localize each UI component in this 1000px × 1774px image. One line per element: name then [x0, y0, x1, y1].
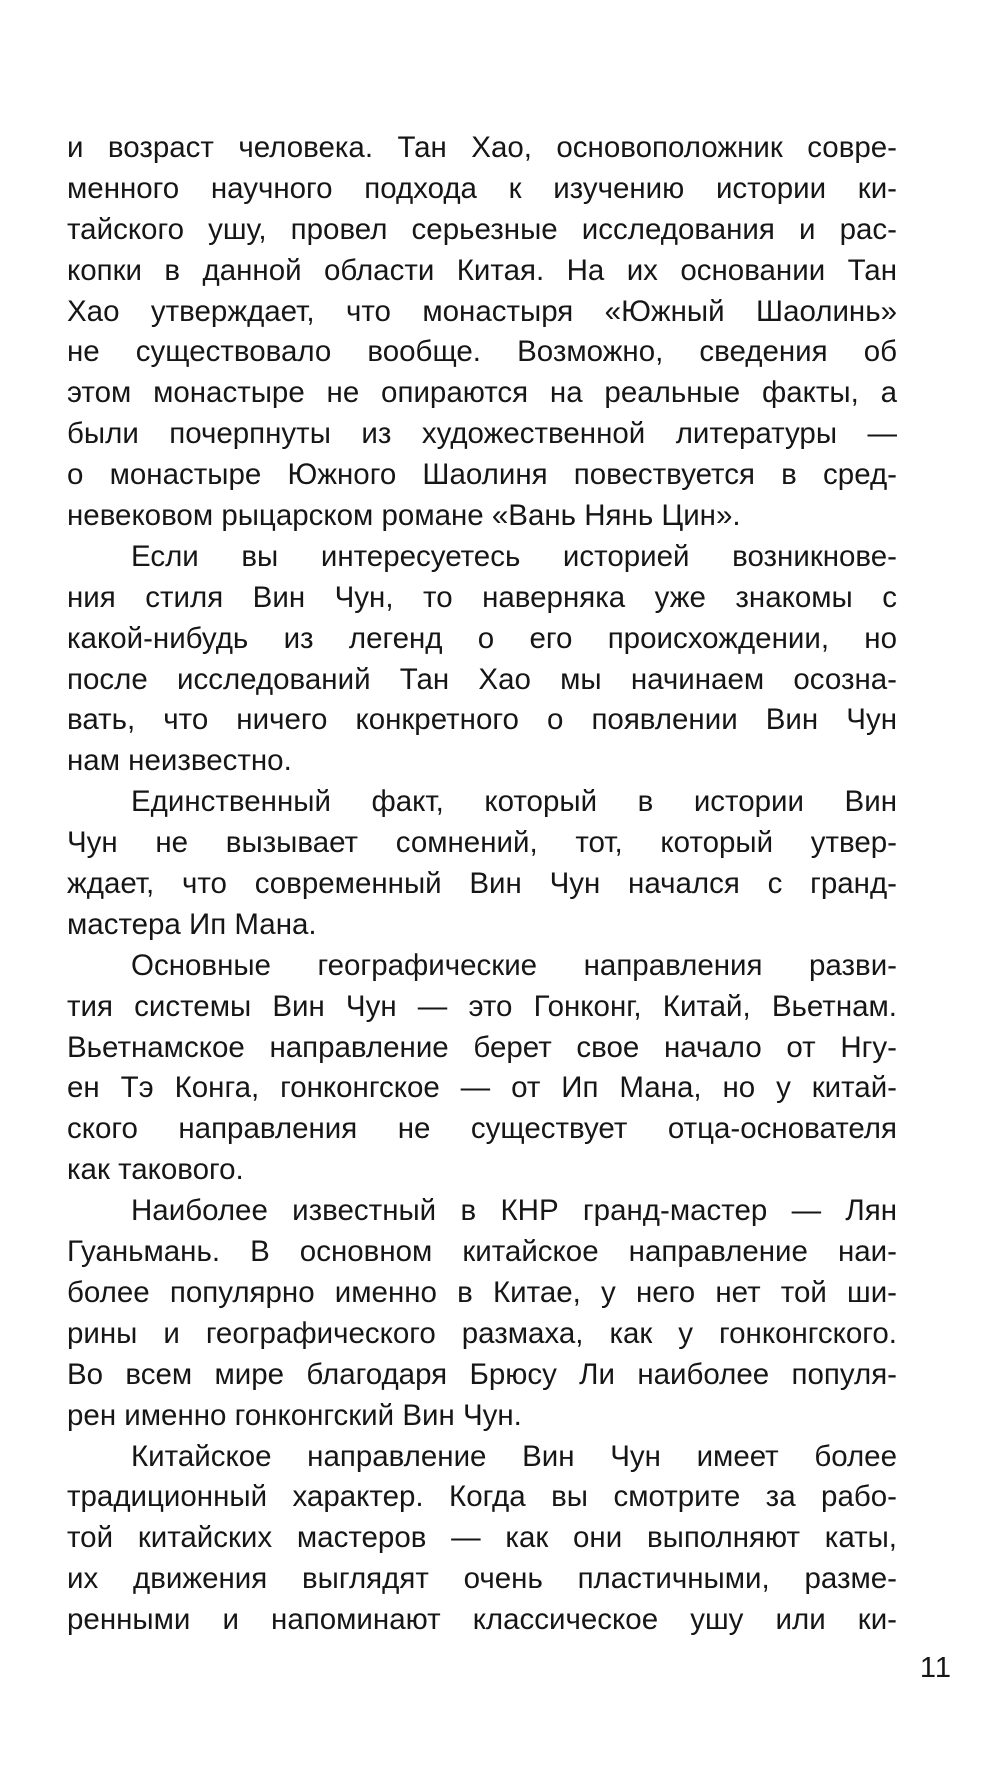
text-line: Гуаньмань. В основном китайское направление наи- [67, 1235, 897, 1269]
text-line: были почерпнуты из художественной литературы — [67, 417, 897, 451]
paragraph [67, 1191, 897, 1436]
text-line: как такового. [67, 1153, 244, 1187]
text-line: их движения выглядят очень пластичными, разме- [67, 1562, 897, 1596]
text-line: ния стиля Вин Чун, то наверняка уже знакомы с [67, 580, 897, 614]
text-line: Чун не вызывает сомнений, тот, который утвер- [67, 826, 897, 860]
text-line: и возраст человека. Тан Хао, основоположник совре- [67, 131, 897, 164]
text-line: Вьетнамское направление берет свое начало от Нгу- [67, 1030, 897, 1064]
page-number: 11 [919, 1652, 952, 1684]
text-line: ского направления не существует отца-основателя [67, 1112, 897, 1146]
text-line: ренными и напоминают классическое ушу или ки- [67, 1603, 897, 1637]
text-line: мастера Ип Мана. [67, 907, 317, 941]
text-line: рен именно гонконгский Вин Чун. [67, 1398, 522, 1432]
text-line: после исследований Тан Хао мы начинаем осозна- [67, 662, 897, 696]
text-line: тайского ушу, провел серьезные исследования и рас- [67, 212, 897, 246]
text-line: Если вы интересуетесь историей возникнове- [131, 539, 897, 573]
paragraph [67, 537, 897, 782]
page-text [67, 128, 897, 1641]
paragraph [67, 1437, 897, 1641]
text-line: Наиболее известный в КНР гранд-мастер — Лян [131, 1194, 897, 1228]
text-line: ен Тэ Конга, гонконгское — от Ип Мана, но у китай- [67, 1071, 897, 1105]
paragraph [67, 946, 897, 1191]
text-line: вать, что ничего конкретного о появлении Вин Чун [67, 703, 897, 737]
text-line: о монастыре Южного Шаолиня повествуется в сред- [67, 458, 897, 492]
text-line: Хао утверждает, что монастыря «Южный Шаолинь» [67, 294, 897, 328]
text-line: Китайское направление Вин Чун имеет более [131, 1439, 897, 1473]
text-line: традиционный характер. Когда вы смотрите за рабо- [67, 1480, 897, 1514]
text-line: тия системы Вин Чун — это Гонконг, Китай, Вьетнам. [67, 989, 897, 1023]
text-line: этом монастыре не опираются на реальные факты, а [67, 376, 897, 410]
paragraph [67, 782, 897, 946]
text-line: невековом рыцарском романе «Вань Нянь Цин». [67, 499, 741, 533]
text-line: ждает, что современный Вин Чун начался с гранд- [67, 867, 897, 901]
text-line: той китайских мастеров — как они выполняют каты, [67, 1521, 897, 1555]
text-line: Основные географические направления разви- [131, 948, 897, 982]
text-line: рины и географического размаха, как у гонконгского. [67, 1316, 897, 1350]
text-line: Во всем мире благодаря Брюсу Ли наиболее популя- [67, 1357, 897, 1391]
text-line: менного научного подхода к изучению истории ки- [67, 171, 897, 205]
paragraph [67, 128, 897, 537]
text-line: более популярно именно в Китае, у него нет той ши- [67, 1275, 897, 1309]
text-line: Единственный факт, который в истории Вин [131, 785, 897, 819]
text-line: не существовало вообще. Возможно, сведения об [67, 335, 897, 369]
text-line: нам неизвестно. [67, 744, 292, 778]
text-line: какой-нибудь из легенд о его происхождении, но [67, 621, 897, 655]
text-line: копки в данной области Китая. На их основании Тан [67, 253, 897, 287]
